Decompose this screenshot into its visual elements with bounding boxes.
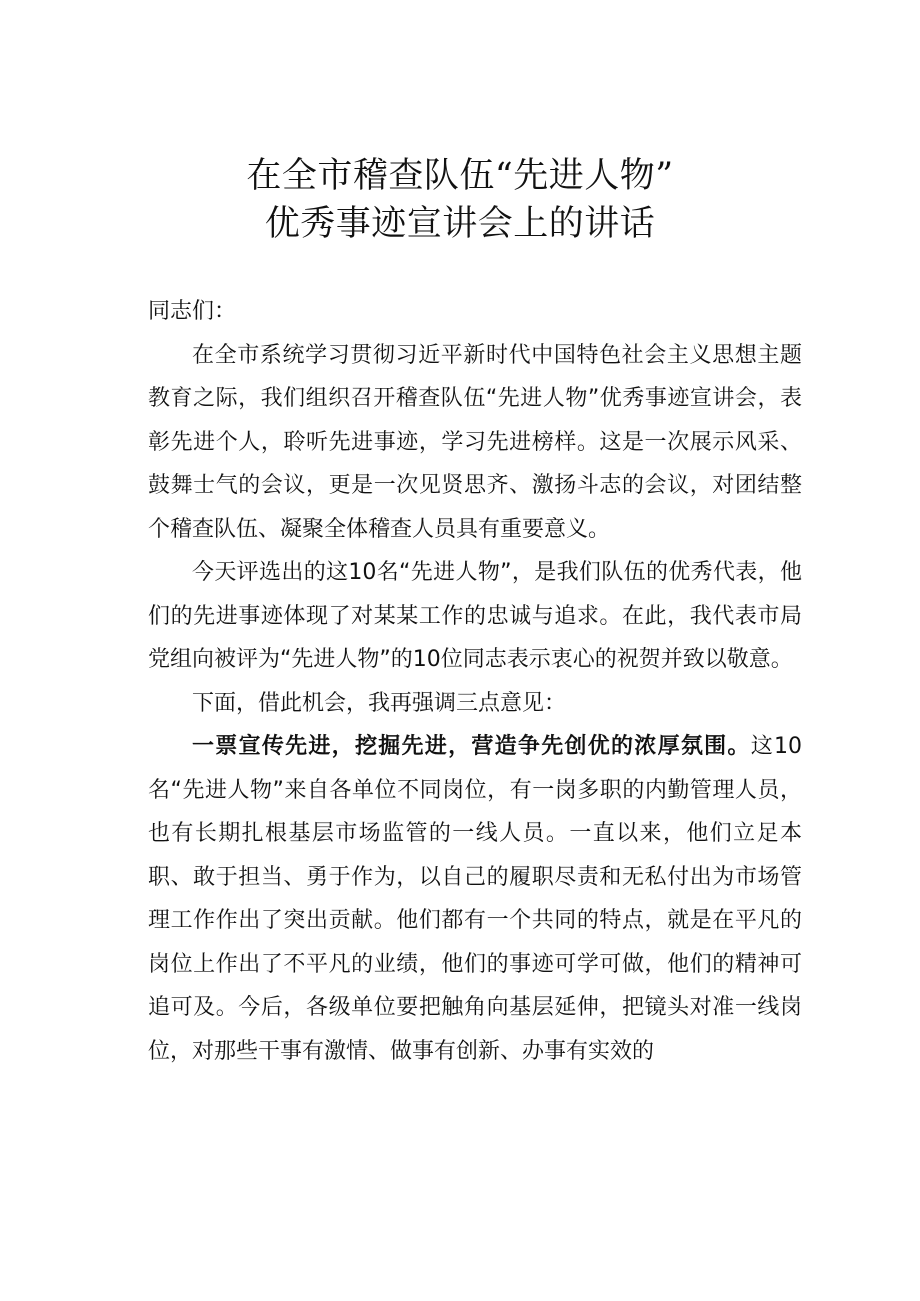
paragraph-3: [148, 682, 802, 726]
paragraph-3-text: 下面，借此机会，我再强调三点意见：: [192, 690, 567, 716]
paragraph-1: [148, 334, 802, 552]
paragraph-4-text: 这10名“先进人物”来自各单位不同岗位，有一岗多职的内勤管理人员，也有长期扎根基层市场监管的一线人员。一直以来，他们立足本职、敢于担当、勇于作为，以自己的履职尽责和无私付出为市场管理工作作出了突出贡献。他们都有一个共同的特点，就是在平凡的岗位上作出了不平凡的业绩，他们的事迹可学可做，他们的精神可追可及。今后，各级单位要把触角向基层延伸，把镜头对准一线岗位，对那些干事有激情、做事有创新、办事有实效的: [148, 734, 802, 1064]
paragraph-2: [148, 551, 802, 682]
paragraph-4: [148, 725, 802, 1073]
salutation: 同志们：: [148, 299, 237, 324]
title-line-1: 在全市稽查队伍“先进人物”: [246, 156, 674, 196]
paragraph-1-text: 在全市系统学习贯彻习近平新时代中国特色社会主义思想主题教育之际，我们组织召开稽查队伍“先进人物”优秀事迹宣讲会，表彰先进个人，聆听先进事迹，学习先进榜样。这是一次展示风采、鼓舞士气的会议，更是一次见贤思齐、激扬斗志的会议，对团结整个稽查队伍、凝聚全体稽查人员具有重要意义。: [148, 342, 802, 542]
paragraph-2-text: 今天评选出的这10名“先进人物”，是我们队伍的优秀代表，他们的先进事迹体现了对某某工作的忠诚与追求。在此，我代表市局党组向被评为“先进人物”的10位同志表示衷心的祝贺并致以敬意。: [148, 560, 802, 672]
document-body: [148, 290, 802, 1073]
title-line-2: 优秀事迹宣讲会上的讲话: [264, 204, 656, 244]
document-title: [0, 152, 920, 248]
paragraph-4-lead: 一票宣传先进，挖掘先进，营造争先创优的浓厚氛围。: [192, 734, 751, 759]
